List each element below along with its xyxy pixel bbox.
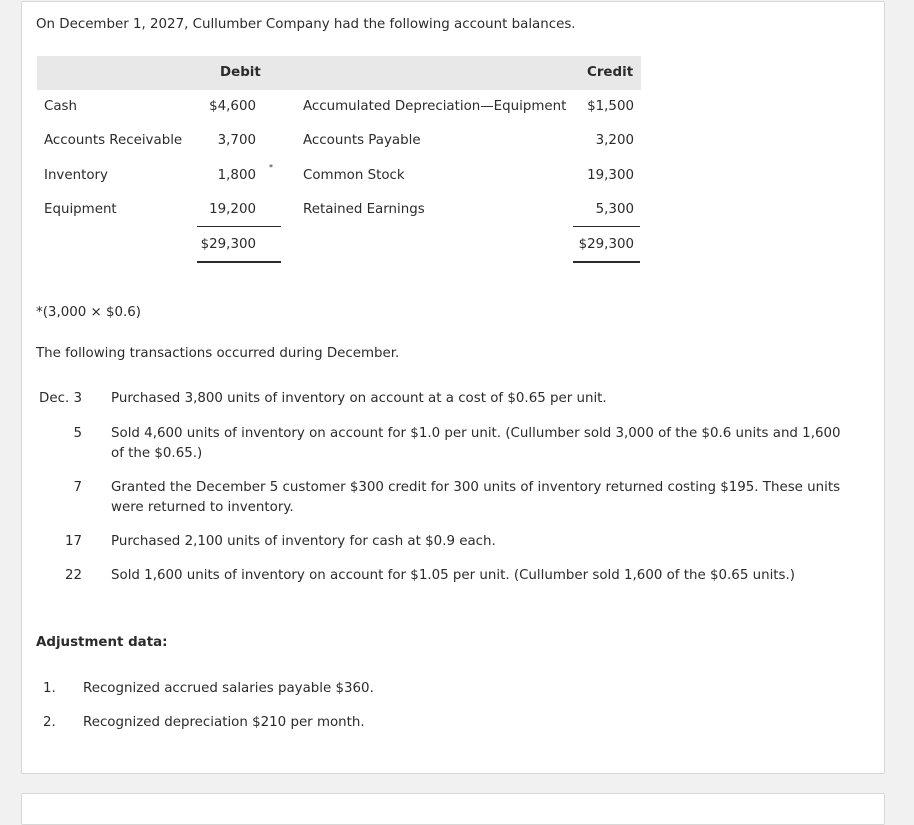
- credit-total-rule: [573, 226, 640, 227]
- debit-account-ar: Accounts Receivable: [44, 133, 183, 148]
- credit-amount-accum-dep: $1,500: [587, 99, 634, 114]
- credit-account-ap: Accounts Payable: [303, 133, 421, 148]
- debit-account-cash: Cash: [44, 99, 78, 114]
- transaction-text: Purchased 2,100 units of inventory for cash at $0.9 each.: [111, 534, 496, 549]
- transaction-date: Dec. 3: [39, 391, 82, 406]
- next-card: [21, 793, 885, 825]
- transaction-text: Sold 1,600 units of inventory on account for $1.05 per unit. (Cullumber sold 1,600 of the $0.65 units.): [111, 568, 796, 583]
- intro-text: On December 1, 2027, Cullumber Company had the following account balances.: [36, 17, 576, 32]
- transaction-text: Granted the December 5 customer $300 credit for 300 units of inventory returned costing $195. These units were returned to inventory.: [111, 480, 841, 515]
- debit-amount-cash: $4,600: [209, 99, 256, 114]
- adjustment-text: Recognized depreciation $210 per month.: [83, 715, 365, 730]
- credit-account-accum-dep: Accumulated Depreciation—Equipment: [303, 99, 567, 114]
- credit-amount-common-stock: 19,300: [587, 168, 634, 183]
- transactions-intro: The following transactions occurred during December.: [36, 346, 400, 361]
- credit-account-common-stock: Common Stock: [303, 168, 405, 183]
- adjustment-text: Recognized accrued salaries payable $360.: [83, 681, 374, 696]
- debit-total-double-rule: [197, 261, 281, 263]
- transaction-date: 17: [64, 534, 82, 549]
- debit-amount-inventory: 1,800: [217, 168, 256, 183]
- debit-amount-equipment: 19,200: [209, 202, 256, 217]
- debit-account-inventory: Inventory: [44, 168, 108, 183]
- credit-account-retained-earnings: Retained Earnings: [303, 202, 425, 217]
- credit-total-double-rule: [573, 261, 640, 263]
- transaction-text: Purchased 3,800 units of inventory on account at a cost of $0.65 per unit.: [111, 391, 607, 406]
- transaction-date: 5: [73, 426, 82, 441]
- adjustment-number: 2.: [43, 715, 56, 730]
- footnote-marker: *: [269, 163, 273, 172]
- credit-amount-ap: 3,200: [595, 133, 634, 148]
- adjustment-number: 1.: [43, 681, 56, 696]
- footnote: *(3,000 × $0.6): [36, 305, 142, 320]
- transaction-date: 7: [73, 480, 82, 495]
- debit-account-equipment: Equipment: [44, 202, 117, 217]
- credit-header: Credit: [587, 65, 634, 80]
- debit-header: Debit: [220, 65, 261, 80]
- credit-amount-retained-earnings: 5,300: [595, 202, 634, 217]
- adjustment-heading: Adjustment data:: [36, 635, 168, 650]
- credit-total: $29,300: [578, 237, 634, 252]
- problem-card: [21, 1, 885, 774]
- transaction-date: 22: [64, 568, 82, 583]
- debit-total-rule: [197, 226, 281, 227]
- debit-total: $29,300: [200, 237, 256, 252]
- debit-amount-ar: 3,700: [217, 133, 256, 148]
- table-header-band: [37, 56, 641, 90]
- transaction-text: Sold 4,600 units of inventory on account for $1.0 per unit. (Cullumber sold 3,000 of the $0.6 units and 1,600 of the $0.65.): [111, 426, 841, 461]
